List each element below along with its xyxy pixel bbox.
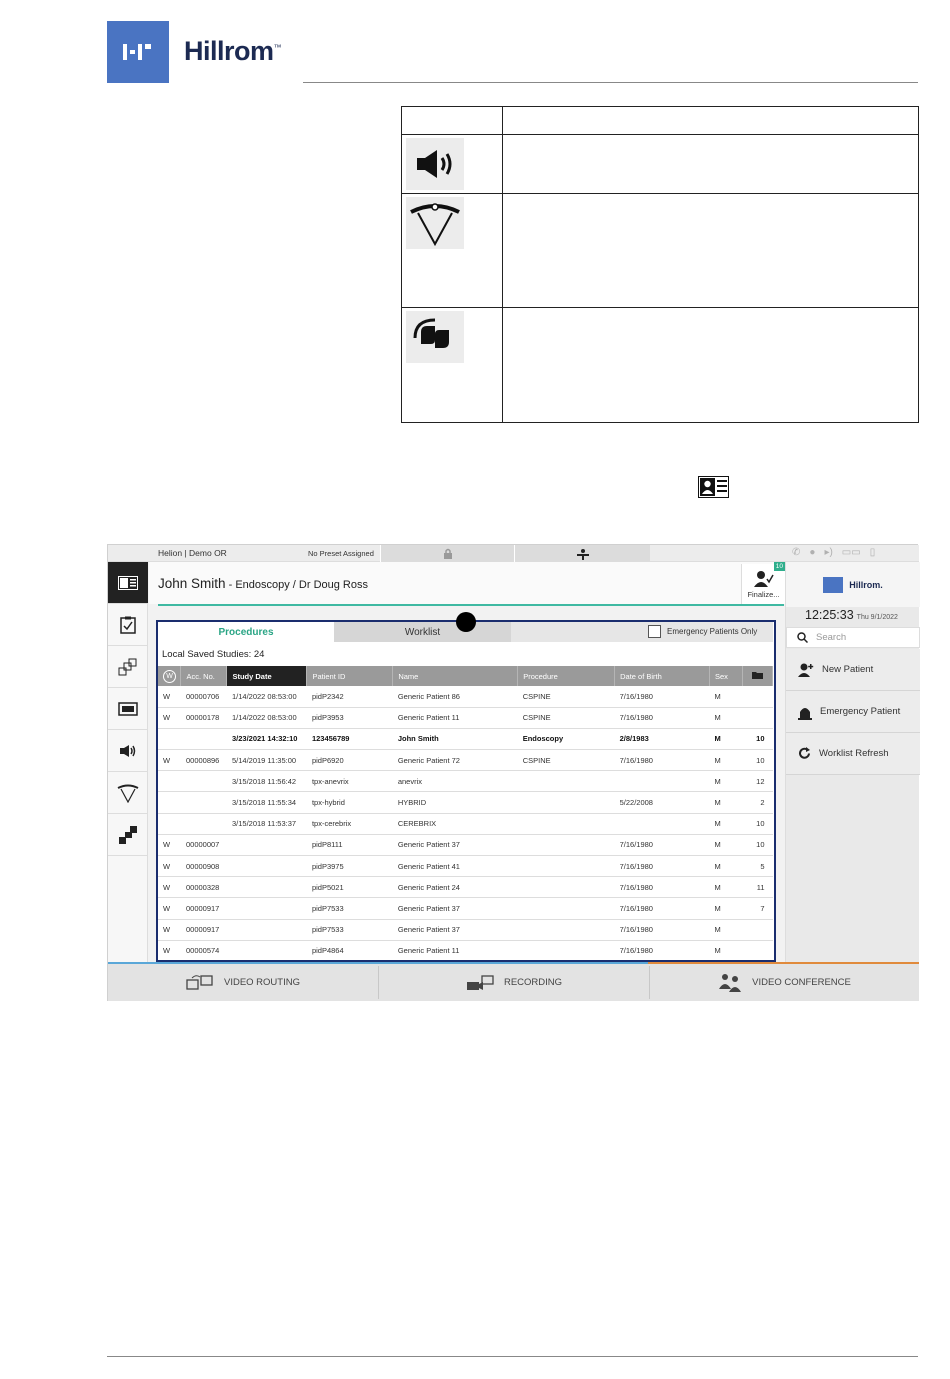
tab-procedures[interactable]: Procedures <box>158 622 334 642</box>
battery-icon: ▯ <box>869 547 876 558</box>
lock-icon <box>443 548 453 559</box>
cell-procedure: CSPINE <box>518 686 615 707</box>
cell-acc-no: 00000896 <box>181 750 227 771</box>
cell-image-count: 10 <box>742 750 772 771</box>
cell-acc-no: 00000706 <box>181 686 227 707</box>
brand-box: Hillrom. <box>786 562 920 607</box>
cell-w: W <box>158 750 181 771</box>
patient-card-icon <box>698 476 729 498</box>
helion-screen <box>107 544 918 1001</box>
cell-study-date <box>227 898 307 919</box>
clock: 12:25:33 Thu 9/1/2022 <box>805 608 898 622</box>
cell-name: Generic Patient 37 <box>393 898 518 919</box>
cell-dob: 7/16/1980 <box>615 856 710 877</box>
patient-title: John Smith - Endoscopy / Dr Doug Ross <box>158 576 368 591</box>
column-header-acc-no[interactable]: Acc. No. <box>181 666 227 686</box>
cell-procedure <box>518 898 615 919</box>
clipboard-check-icon <box>120 616 136 634</box>
cell-w: W <box>158 834 181 855</box>
room-label: Helion | Demo OR <box>158 548 227 558</box>
cell-sex: M <box>709 919 742 940</box>
volume-icon: ▸) <box>824 547 833 558</box>
refresh-icon <box>798 747 811 760</box>
procedures-table <box>158 666 773 962</box>
hillrom-glyph-icon <box>823 577 843 593</box>
table-row[interactable] <box>158 856 773 877</box>
right-panel <box>785 562 919 962</box>
cell-patient-id: pidP3975 <box>307 856 393 877</box>
cell-study-date: 3/23/2021 14:32:10 <box>227 728 307 749</box>
sidebar-item-audio[interactable] <box>108 730 148 772</box>
cell-dob: 7/16/1980 <box>615 707 710 728</box>
sidebar-item-checklist[interactable] <box>108 604 148 646</box>
cell-patient-id: pidP8111 <box>307 834 393 855</box>
cell-w: W <box>158 940 181 961</box>
cell-procedure: CSPINE <box>518 707 615 728</box>
cell-study-date <box>227 919 307 940</box>
cell-study-date: 1/14/2022 08:53:00 <box>227 686 307 707</box>
cell-study-date <box>227 940 307 961</box>
cell-name: Generic Patient 86 <box>393 686 518 707</box>
column-header-patient-id[interactable]: Patient ID <box>307 666 393 686</box>
cell-patient-id: pidP4864 <box>307 940 393 961</box>
column-header-images[interactable] <box>742 666 772 686</box>
tab-worklist[interactable]: Worklist <box>334 622 511 642</box>
search-icon <box>797 632 808 643</box>
cell-patient-id: tpx-cerebrix <box>307 813 393 834</box>
add-user-icon <box>798 663 814 677</box>
cell-patient-id: pidP3953 <box>307 707 393 728</box>
speaker-icon <box>119 744 137 758</box>
table-row[interactable] <box>158 728 773 749</box>
cell-dob: 7/16/1980 <box>615 898 710 919</box>
preset-label: No Preset Assigned <box>308 549 374 558</box>
table-row[interactable] <box>158 771 773 792</box>
cell-patient-id: pidP6920 <box>307 750 393 771</box>
speaker-icon <box>406 138 464 190</box>
cell-sex: M <box>709 750 742 771</box>
camera-control-icon <box>117 825 139 845</box>
table-row <box>402 135 919 194</box>
video-routing-button[interactable]: VIDEO ROUTING <box>108 964 378 1001</box>
cell-acc-no: 00000574 <box>181 940 227 961</box>
sidebar-item-layout[interactable] <box>108 646 148 688</box>
cell-dob: 7/16/1980 <box>615 919 710 940</box>
sidebar-item-camera[interactable] <box>108 814 148 856</box>
cell-name: Generic Patient 11 <box>393 707 518 728</box>
cell-procedure <box>518 877 615 898</box>
new-patient-button[interactable]: New Patient <box>786 649 920 691</box>
finalize-count-badge: 10 <box>775 563 783 570</box>
bottom-bar <box>108 962 919 1001</box>
cell-acc-no: 00000917 <box>181 898 227 919</box>
cell-study-date <box>227 834 307 855</box>
table-control-button[interactable] <box>514 545 650 562</box>
cell-sex: M <box>709 813 742 834</box>
video-routing-icon <box>186 974 214 992</box>
table-row[interactable] <box>158 686 773 707</box>
surgical-light-icon <box>117 783 139 803</box>
column-header-procedure[interactable]: Procedure <box>518 666 615 686</box>
cell-acc-no <box>181 728 227 749</box>
cell-name: CEREBRIX <box>393 813 518 834</box>
brand-name: Hillrom™ <box>184 36 282 66</box>
worklist-refresh-button[interactable]: Worklist Refresh <box>786 733 920 775</box>
saved-studies-count: Local Saved Studies: 24 <box>162 649 265 660</box>
cell-patient-id: tpx-hybrid <box>307 792 393 813</box>
cell-acc-no: 00000328 <box>181 877 227 898</box>
operating-table-icon <box>575 548 591 560</box>
status-bar <box>108 545 919 562</box>
hillrom-logo-mark <box>107 21 169 83</box>
left-sidebar <box>108 562 148 962</box>
cell-procedure: Endoscopy <box>518 728 615 749</box>
cell-study-date: 3/15/2018 11:56:42 <box>227 771 307 792</box>
emergency-patient-button[interactable]: Emergency Patient <box>786 691 920 733</box>
cell-patient-id: pidP2342 <box>307 686 393 707</box>
cell-acc-no <box>181 792 227 813</box>
table-row[interactable] <box>158 877 773 898</box>
cell-image-count: 5 <box>742 856 772 877</box>
cell-w: W <box>158 898 181 919</box>
cell-procedure <box>518 919 615 940</box>
sidebar-item-lights[interactable] <box>108 772 148 814</box>
phone-icon: ✆ <box>792 547 801 558</box>
video-conference-button[interactable]: VIDEO CONFERENCE <box>650 964 919 1001</box>
cell-w: W <box>158 877 181 898</box>
cell-patient-id: 123456789 <box>307 728 393 749</box>
siren-icon <box>798 704 812 720</box>
table-row <box>402 194 919 308</box>
status-icons <box>792 547 875 558</box>
table-row[interactable] <box>158 750 773 771</box>
cell-image-count: 11 <box>742 877 772 898</box>
footer-divider <box>107 1356 918 1357</box>
cell-name: HYBRID <box>393 792 518 813</box>
cell-name: Generic Patient 37 <box>393 834 518 855</box>
table-row[interactable] <box>158 834 773 855</box>
lock-button[interactable] <box>380 545 514 562</box>
cell-image-count: 7 <box>742 898 772 919</box>
cell-study-date: 1/14/2022 08:53:00 <box>227 707 307 728</box>
cell-dob: 7/16/1980 <box>615 750 710 771</box>
table-row[interactable] <box>158 940 773 961</box>
cell-sex: M <box>709 940 742 961</box>
folder-icon <box>752 671 763 679</box>
column-header-name[interactable]: Name <box>393 666 518 686</box>
cell-patient-id: pidP7533 <box>307 919 393 940</box>
table-row[interactable] <box>158 898 773 919</box>
cell-procedure <box>518 813 615 834</box>
procedures-panel <box>156 620 776 962</box>
cell-sex: M <box>709 898 742 919</box>
user-check-icon <box>754 570 774 588</box>
patient-card-icon <box>118 576 138 590</box>
cell-study-date: 3/15/2018 11:53:37 <box>227 813 307 834</box>
cell-study-date: 5/14/2019 11:35:00 <box>227 750 307 771</box>
icon-description-table <box>401 106 919 423</box>
table-row[interactable] <box>158 792 773 813</box>
cell-w <box>158 813 181 834</box>
sidebar-item-display[interactable] <box>108 688 148 730</box>
cell-patient-id: pidP7533 <box>307 898 393 919</box>
cell-sex: M <box>709 707 742 728</box>
cell-study-date: 3/15/2018 11:55:34 <box>227 792 307 813</box>
cell-patient-id: pidP5021 <box>307 877 393 898</box>
monitor-icon <box>118 702 138 716</box>
cell-image-count: 2 <box>742 792 772 813</box>
cell-name: Generic Patient 72 <box>393 750 518 771</box>
cell-acc-no <box>181 771 227 792</box>
cell-dob <box>615 771 710 792</box>
cell-acc-no <box>181 813 227 834</box>
table-row[interactable] <box>158 919 773 940</box>
cell-procedure: CSPINE <box>518 750 615 771</box>
finalize-button[interactable] <box>741 564 785 604</box>
cell-procedure <box>518 856 615 877</box>
cell-acc-no: 00000917 <box>181 919 227 940</box>
cell-w <box>158 792 181 813</box>
cell-procedure <box>518 940 615 961</box>
surgical-light-icon <box>406 197 464 249</box>
cell-sex: M <box>709 771 742 792</box>
cell-dob: 7/16/1980 <box>615 877 710 898</box>
cell-sex: M <box>709 686 742 707</box>
cell-sex: M <box>709 792 742 813</box>
cell-name: Generic Patient 41 <box>393 856 518 877</box>
table-row[interactable] <box>158 813 773 834</box>
cell-name: Generic Patient 11 <box>393 940 518 961</box>
cell-dob <box>615 813 710 834</box>
cell-sex: M <box>709 834 742 855</box>
cell-sex: M <box>709 728 742 749</box>
table-row <box>402 308 919 423</box>
column-header-sex[interactable]: Sex <box>709 666 742 686</box>
cell-w <box>158 771 181 792</box>
multi-view-icon <box>118 658 138 676</box>
table-row[interactable] <box>158 707 773 728</box>
callout-marker <box>456 612 476 632</box>
hillrom-glyph-icon <box>121 41 155 63</box>
cell-acc-no: 00000178 <box>181 707 227 728</box>
header-underline <box>158 604 784 606</box>
finalize-label: Finalize... <box>747 590 780 599</box>
glasses-icon: ▭▭ <box>841 547 861 558</box>
cell-w: W <box>158 856 181 877</box>
cell-sex: M <box>709 856 742 877</box>
header-divider <box>303 82 918 83</box>
cell-name: Generic Patient 37 <box>393 919 518 940</box>
camera-control-icon <box>406 311 464 363</box>
cell-patient-id: tpx-anevrix <box>307 771 393 792</box>
cell-procedure <box>518 771 615 792</box>
column-header-dob[interactable]: Date of Birth <box>615 666 710 686</box>
table-header-row <box>158 666 773 686</box>
cell-sex: M <box>709 877 742 898</box>
sidebar-item-patient[interactable] <box>108 562 148 604</box>
emergency-only-filter[interactable]: Emergency Patients Only <box>648 625 757 638</box>
cell-dob: 7/16/1980 <box>615 940 710 961</box>
table-header-row <box>402 107 919 135</box>
cell-dob: 2/8/1983 <box>615 728 710 749</box>
patient-header <box>149 562 784 604</box>
cell-study-date <box>227 877 307 898</box>
cell-name: John Smith <box>393 728 518 749</box>
cell-acc-no: 00000007 <box>181 834 227 855</box>
cell-w <box>158 728 181 749</box>
cell-procedure <box>518 792 615 813</box>
cell-procedure <box>518 834 615 855</box>
cell-w: W <box>158 686 181 707</box>
cell-image-count: 12 <box>742 771 772 792</box>
cell-name: anevrix <box>393 771 518 792</box>
column-header-w[interactable]: W <box>158 666 181 686</box>
cell-image-count: 10 <box>742 728 772 749</box>
cell-dob: 7/16/1980 <box>615 834 710 855</box>
recording-icon <box>466 974 494 992</box>
emergency-only-checkbox[interactable] <box>648 625 661 638</box>
cell-image-count <box>742 940 772 961</box>
cell-image-count: 10 <box>742 834 772 855</box>
cell-acc-no: 00000908 <box>181 856 227 877</box>
cell-name: Generic Patient 24 <box>393 877 518 898</box>
column-header-study-date[interactable]: Study Date <box>227 666 307 686</box>
cell-image-count <box>742 707 772 728</box>
recording-button[interactable]: RECORDING <box>379 964 649 1001</box>
record-dot-icon: ● <box>809 547 816 558</box>
video-conference-icon <box>718 973 742 993</box>
cell-dob: 7/16/1980 <box>615 686 710 707</box>
cell-w: W <box>158 919 181 940</box>
cell-study-date <box>227 856 307 877</box>
search-input[interactable]: Search <box>786 627 920 648</box>
cell-image-count: 10 <box>742 813 772 834</box>
cell-image-count <box>742 919 772 940</box>
cell-w: W <box>158 707 181 728</box>
cell-dob: 5/22/2008 <box>615 792 710 813</box>
cell-image-count <box>742 686 772 707</box>
